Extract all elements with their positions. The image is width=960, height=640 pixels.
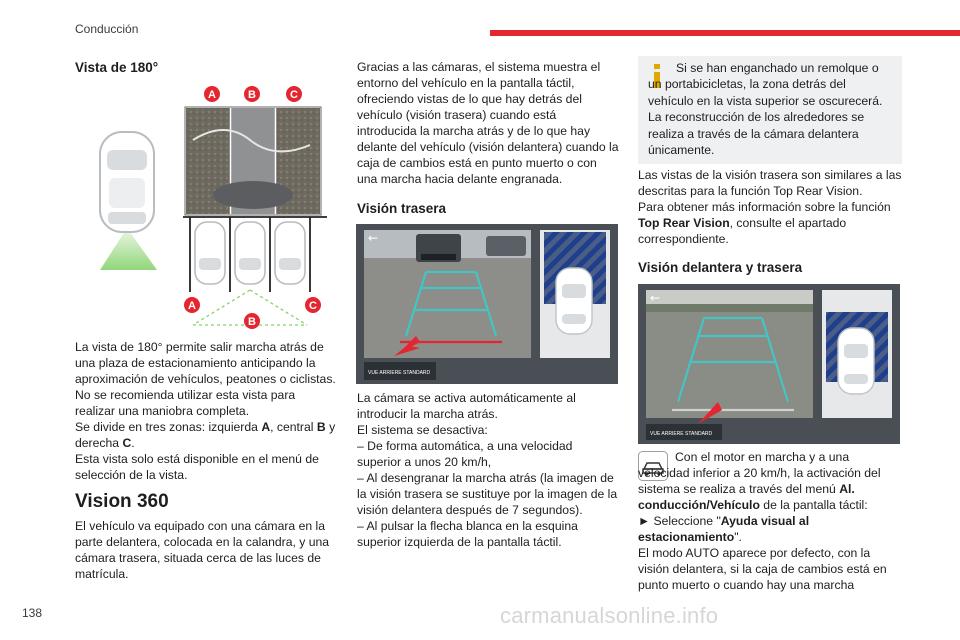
heading-180-text: Vista de 180° (75, 60, 159, 75)
watermark: carmanualsonline.info (500, 603, 719, 628)
heading-vision-trasera (357, 201, 619, 217)
heading-360-text: Vision 360 (75, 491, 169, 512)
text-block-rear (357, 390, 619, 550)
label-c-top (286, 86, 302, 102)
svg-text:A: A (208, 89, 216, 101)
label-b-bottom (244, 313, 260, 329)
back-arrow-icon: ← (368, 231, 379, 245)
screen-label: VUE ARRIERE STANDARD (650, 431, 713, 437)
paragraph: El modo AUTO aparece por defecto, con la visión delantera, si la caja de cambios está en punto muerto o cuando hay una marcha (638, 546, 887, 592)
rear-camera-screen (356, 224, 618, 384)
front-rear-camera-illustration (638, 284, 900, 444)
back-arrow-icon: ← (650, 291, 661, 305)
svg-text:B: B (248, 89, 256, 101)
text-block-360 (75, 518, 337, 582)
label-a-bottom (184, 297, 200, 313)
svg-text:A: A (188, 300, 196, 312)
page-number: 138 (22, 606, 43, 620)
text-block-top-rear (638, 167, 902, 247)
info-note-box (638, 56, 902, 164)
label-b-top (244, 86, 260, 102)
svg-text:C: C (309, 300, 317, 312)
list-item: – Al pulsar la flecha blanca en la esquina superior izquierda de la pantalla táctil. (357, 519, 578, 549)
svg-text:B: B (248, 316, 256, 328)
label-a-top (204, 86, 220, 102)
car-top-view (100, 132, 154, 232)
text-block-intro (357, 59, 619, 187)
list-item: – De forma automática, a una velocidad superior a unos 20 km/h, (357, 439, 573, 469)
paragraph: Para obtener más información sobre la función Top Rear Vision, consulte el apartado correspondiente. (638, 200, 891, 246)
paragraph: La vista de 180° permite salir marcha atrás de una plaza de estacionamiento anticipando la aproximación de vehículos, peatones o ciclistas. No se recomienda utilizar esta vista para realizar una maniobra completa. (75, 340, 336, 418)
paragraph: La cámara se activa automáticamente al introducir la marcha atrás. (357, 391, 576, 421)
text-block-front-rear (638, 449, 902, 593)
heading-rear-text: Visión trasera (357, 201, 447, 216)
camera-beam (100, 228, 157, 270)
svg-text:C: C (290, 89, 298, 101)
list-item: – Al desengranar la marcha atrás (la imagen de la visión trasera se sustituye por la imagen de la visión delantera después de 7 segundos). (357, 471, 618, 517)
header-accent-bar (490, 30, 960, 36)
label-c-bottom (305, 297, 321, 313)
heading-front-rear (638, 260, 902, 276)
section-title: Conducción (75, 22, 139, 36)
info-note-text: Si se han enganchado un remolque o un portabicicletas, la zona detrás del vehículo en la vista superior se oscurecerá. La reconstrucción de los alrededores se realiza a través de la cámara delantera únicamente. (648, 61, 883, 158)
heading-front-rear-text: Visión delantera y trasera (638, 260, 803, 275)
figure-180-view (75, 80, 337, 335)
paragraph: ► Seleccione "Ayuda visual al estacionamiento". (638, 514, 810, 544)
paragraph: Gracias a las cámaras, el sistema muestra el entorno del vehículo en la pantalla táctil, ofreciendo vistas de lo que hay detrás del vehículo (visión trasera) cuando está introducida la marcha atrás y de lo que hay delante del vehículo (visión delantera) cuando la caja de cambios está en punto muerto o con una marcha hacia delante engranada. (357, 60, 619, 186)
screen-label: VUE ARRIERE STANDARD (368, 370, 431, 376)
paragraph: Esta vista solo está disponible en el menú de selección de la vista. (75, 452, 319, 482)
front-rear-camera-screen (638, 284, 900, 444)
rear-camera-illustration (356, 224, 618, 384)
paragraph: El sistema se desactiva: (357, 423, 488, 437)
paragraph: El vehículo va equipado con una cámara en la parte delantera, colocada en la calandra, y una cámara trasera, situada cerca de las luces de matrícula. (75, 519, 330, 581)
heading-vista-180 (75, 60, 337, 76)
heading-vision-360 (75, 491, 337, 512)
paragraph-zones: Se divide en tres zonas: izquierda A, central B y derecha C. (75, 420, 336, 450)
paragraph: Las vistas de la visión trasera son similares a las descritas para la función Top Rear Vision. (638, 168, 902, 198)
paragraph: Con el motor en marcha y a una velocidad inferior a 20 km/h, la activación del sistema se realiza a través del menú Al. conducción/Vehículo de la pantalla táctil: (638, 450, 881, 512)
illustration-180-view (75, 80, 337, 335)
text-block-180 (75, 339, 337, 483)
